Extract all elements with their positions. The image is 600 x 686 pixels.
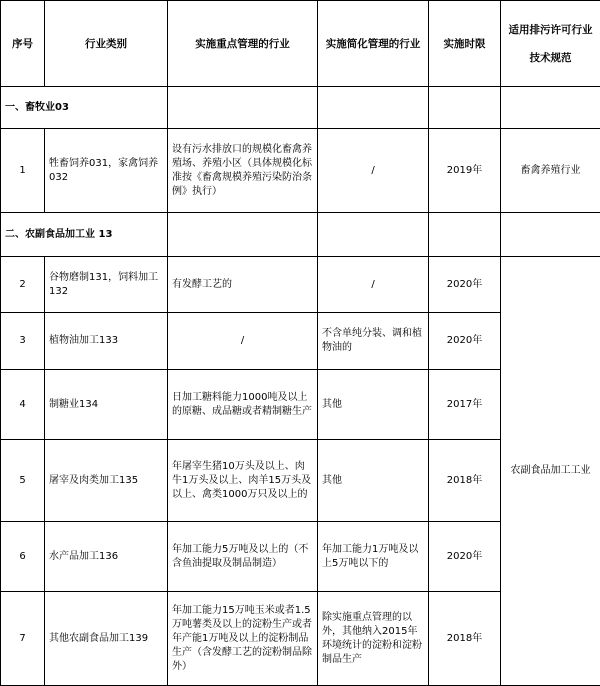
header-key-mgmt: 实施重点管理的行业	[168, 1, 318, 87]
row-category: 植物油加工133	[45, 313, 168, 370]
row-seq: 3	[1, 313, 45, 370]
row-key-mgmt: 有发酵工艺的	[168, 257, 318, 313]
row-simple-mgmt: 其他	[318, 370, 429, 440]
section-row	[1, 87, 600, 129]
header-seq: 序号	[1, 1, 45, 87]
row-key-mgmt: 日加工糖料能力1000吨及以上的原糖、成品糖或者精制糖生产	[168, 370, 318, 440]
row-key-mgmt: /	[168, 313, 318, 370]
row-simple-mgmt: /	[318, 129, 429, 213]
row-category: 制糖业134	[45, 370, 168, 440]
row-deadline: 2019年	[429, 129, 501, 213]
row-category: 水产品加工136	[45, 522, 168, 592]
row-key-mgmt: 设有污水排放口的规模化畜禽养殖场、养殖小区（具体规模化标准按《畜禽规模养殖污染防治条例》执行）	[168, 129, 318, 213]
header-simple-mgmt: 实施简化管理的行业	[318, 1, 429, 87]
row-deadline: 2017年	[429, 370, 501, 440]
row-category: 其他农副食品加工139	[45, 592, 168, 686]
row-simple-mgmt: /	[318, 257, 429, 313]
row-deadline: 2018年	[429, 440, 501, 522]
row-category: 谷物磨制131，饲料加工132	[45, 257, 168, 313]
row-seq: 2	[1, 257, 45, 313]
row-key-mgmt: 年加工能力5万吨及以上的（不含鱼油提取及制品制造）	[168, 522, 318, 592]
table-row	[1, 257, 600, 313]
row-category: 牲畜饲养031，家禽饲养032	[45, 129, 168, 213]
row-simple-mgmt: 不含单纯分装、调和植物油的	[318, 313, 429, 370]
row-key-mgmt: 年屠宰生猪10万头及以上、肉牛1万头及以上、肉羊15万头及以上、禽类1000万只及以上的	[168, 440, 318, 522]
header-category: 行业类别	[45, 1, 168, 87]
table-row	[1, 129, 600, 213]
row-simple-mgmt: 除实施重点管理的以外，其他纳入2015年环境统计的淀粉和淀粉制品生产	[318, 592, 429, 686]
row-seq: 7	[1, 592, 45, 686]
row-deadline: 2020年	[429, 522, 501, 592]
row-category: 屠宰及肉类加工135	[45, 440, 168, 522]
row-simple-mgmt: 其他	[318, 440, 429, 522]
row-deadline: 2018年	[429, 592, 501, 686]
row-spec: 畜禽养殖行业	[501, 129, 600, 213]
row-seq: 6	[1, 522, 45, 592]
row-simple-mgmt: 年加工能力1万吨及以上5万吨以下的	[318, 522, 429, 592]
header-spec: 适用排污许可行业 技术规范	[501, 1, 600, 87]
section-spec: 农副食品加工工业	[501, 257, 600, 686]
section-title: 一、畜牧业03	[1, 87, 168, 129]
row-seq: 4	[1, 370, 45, 440]
header-deadline: 实施时限	[429, 1, 501, 87]
row-deadline: 2020年	[429, 313, 501, 370]
row-key-mgmt: 年加工能力15万吨玉米或者1.5万吨薯类及以上的淀粉生产或者年产能1万吨及以上的淀粉制品生产（含发酵工艺的淀粉制品除外）	[168, 592, 318, 686]
row-seq: 1	[1, 129, 45, 213]
section-row	[1, 213, 600, 257]
row-deadline: 2020年	[429, 257, 501, 313]
row-seq: 5	[1, 440, 45, 522]
section-title: 二、农副食品加工业 13	[1, 213, 168, 257]
header-row	[1, 1, 600, 87]
